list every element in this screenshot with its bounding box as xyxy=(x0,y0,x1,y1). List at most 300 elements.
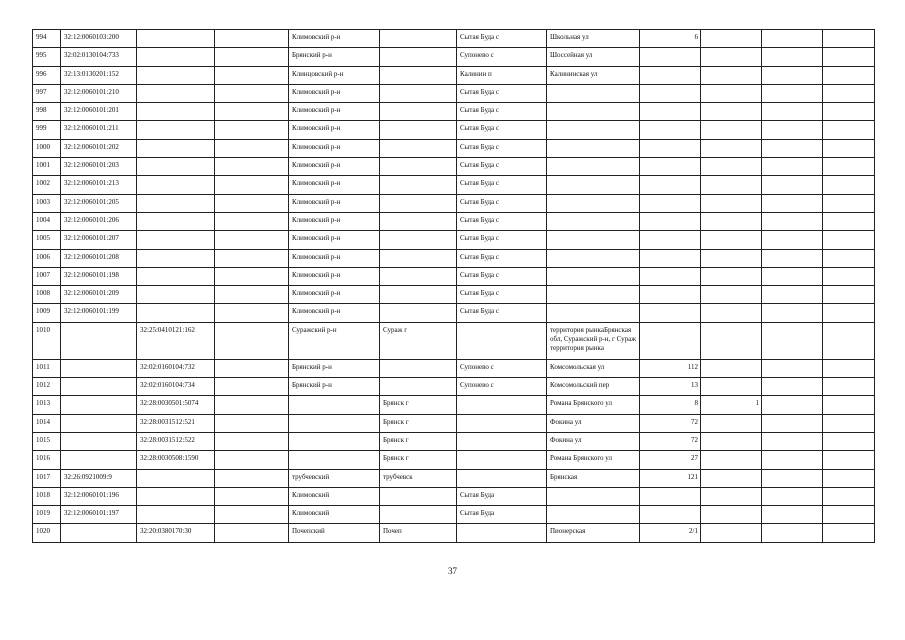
district-cell: Климовский р-н xyxy=(289,84,380,102)
empty-cell xyxy=(215,66,289,84)
street-cell xyxy=(547,487,640,505)
extra-cell xyxy=(762,469,823,487)
settlement-cell: Сытая Буда с xyxy=(457,194,547,212)
cadastral-number-alt-cell xyxy=(137,212,215,230)
extra-cell xyxy=(762,359,823,377)
house-number-cell: 72 xyxy=(640,414,701,432)
extra-cell xyxy=(762,66,823,84)
empty-cell xyxy=(215,396,289,414)
row-number-cell: 1000 xyxy=(33,139,61,157)
settlement-cell: Сытая Буда xyxy=(457,487,547,505)
street-cell xyxy=(547,506,640,524)
row-number-cell: 1016 xyxy=(33,451,61,469)
district-cell: Климовский xyxy=(289,506,380,524)
extra-cell xyxy=(823,286,875,304)
building-cell xyxy=(701,249,762,267)
house-number-cell xyxy=(640,286,701,304)
table-row xyxy=(33,414,875,432)
extra-cell xyxy=(762,139,823,157)
settlement-cell: Сытая Буда xyxy=(457,506,547,524)
city-cell xyxy=(380,506,457,524)
settlement-cell: Супонево с xyxy=(457,378,547,396)
settlement-cell: Сытая Буда с xyxy=(457,267,547,285)
extra-cell xyxy=(823,30,875,48)
row-number-cell: 1008 xyxy=(33,286,61,304)
extra-cell xyxy=(762,396,823,414)
settlement-cell: Сытая Буда с xyxy=(457,103,547,121)
extra-cell xyxy=(762,304,823,322)
cadastral-number-cell xyxy=(61,378,137,396)
extra-cell xyxy=(823,231,875,249)
empty-cell xyxy=(215,451,289,469)
house-number-cell: 2/1 xyxy=(640,524,701,542)
extra-cell xyxy=(762,487,823,505)
extra-cell xyxy=(762,249,823,267)
street-cell: Фокина ул xyxy=(547,432,640,450)
cadastral-number-cell: 32:12:0060101:203 xyxy=(61,158,137,176)
cadastral-number-alt-cell xyxy=(137,231,215,249)
table-row xyxy=(33,267,875,285)
city-cell: Брянск г xyxy=(380,432,457,450)
row-number-cell: 1013 xyxy=(33,396,61,414)
property-register-table xyxy=(32,29,875,543)
settlement-cell xyxy=(457,469,547,487)
city-cell xyxy=(380,231,457,249)
cadastral-number-cell: 32:12:0060101:197 xyxy=(61,506,137,524)
city-cell: Сураж г xyxy=(380,322,457,359)
empty-cell xyxy=(215,84,289,102)
city-cell xyxy=(380,66,457,84)
house-number-cell: 112 xyxy=(640,359,701,377)
settlement-cell xyxy=(457,451,547,469)
street-cell xyxy=(547,121,640,139)
cadastral-number-alt-cell xyxy=(137,304,215,322)
building-cell xyxy=(701,304,762,322)
cadastral-number-cell: 32:12:0060101:196 xyxy=(61,487,137,505)
city-cell xyxy=(380,212,457,230)
extra-cell xyxy=(762,322,823,359)
table-row xyxy=(33,396,875,414)
cadastral-number-cell: 32:12:0060101:213 xyxy=(61,176,137,194)
district-cell: Климовский р-н xyxy=(289,194,380,212)
cadastral-number-cell: 32:02:0130104:733 xyxy=(61,48,137,66)
extra-cell xyxy=(823,359,875,377)
extra-cell xyxy=(823,84,875,102)
city-cell xyxy=(380,194,457,212)
table-row xyxy=(33,487,875,505)
city-cell xyxy=(380,487,457,505)
row-number-cell: 1015 xyxy=(33,432,61,450)
street-cell xyxy=(547,158,640,176)
cadastral-number-alt-cell: 32:02:0160104:734 xyxy=(137,378,215,396)
row-number-cell: 1001 xyxy=(33,158,61,176)
row-number-cell: 995 xyxy=(33,48,61,66)
cadastral-number-alt-cell xyxy=(137,267,215,285)
table-row xyxy=(33,432,875,450)
row-number-cell: 1010 xyxy=(33,322,61,359)
district-cell: Почепский xyxy=(289,524,380,542)
cadastral-number-alt-cell: 32:28:0031512:521 xyxy=(137,414,215,432)
table-row xyxy=(33,506,875,524)
district-cell xyxy=(289,432,380,450)
street-cell xyxy=(547,286,640,304)
settlement-cell: Сытая Буда с xyxy=(457,304,547,322)
table-row xyxy=(33,103,875,121)
district-cell: Брянский р-н xyxy=(289,48,380,66)
row-number-cell: 1011 xyxy=(33,359,61,377)
building-cell xyxy=(701,66,762,84)
empty-cell xyxy=(215,286,289,304)
table-row xyxy=(33,212,875,230)
building-cell xyxy=(701,506,762,524)
street-cell: Пионерская xyxy=(547,524,640,542)
district-cell: Климовский р-н xyxy=(289,304,380,322)
table-row xyxy=(33,304,875,322)
cadastral-number-alt-cell: 32:28:0031512:522 xyxy=(137,432,215,450)
settlement-cell: Калинин п xyxy=(457,66,547,84)
extra-cell xyxy=(762,378,823,396)
extra-cell xyxy=(762,414,823,432)
street-cell xyxy=(547,194,640,212)
extra-cell xyxy=(762,158,823,176)
district-cell: Климовский р-н xyxy=(289,158,380,176)
cadastral-number-cell: 32:13:0130201:152 xyxy=(61,66,137,84)
row-number-cell: 1003 xyxy=(33,194,61,212)
row-number-cell: 1019 xyxy=(33,506,61,524)
building-cell xyxy=(701,267,762,285)
cadastral-number-cell: 32:26:0921009:9 xyxy=(61,469,137,487)
row-number-cell: 1012 xyxy=(33,378,61,396)
table-body xyxy=(33,30,875,543)
street-cell: Брянская xyxy=(547,469,640,487)
cadastral-number-cell: 32:12:0060101:208 xyxy=(61,249,137,267)
building-cell xyxy=(701,524,762,542)
row-number-cell: 1014 xyxy=(33,414,61,432)
building-cell xyxy=(701,48,762,66)
street-cell: Шоссейная ул xyxy=(547,48,640,66)
extra-cell xyxy=(823,267,875,285)
building-cell xyxy=(701,30,762,48)
district-cell: Климовский р-н xyxy=(289,176,380,194)
city-cell xyxy=(380,267,457,285)
city-cell xyxy=(380,378,457,396)
city-cell: Почеп xyxy=(380,524,457,542)
street-cell xyxy=(547,212,640,230)
district-cell: Климовский р-н xyxy=(289,212,380,230)
settlement-cell xyxy=(457,432,547,450)
building-cell xyxy=(701,378,762,396)
table-row xyxy=(33,48,875,66)
extra-cell xyxy=(762,48,823,66)
extra-cell xyxy=(762,451,823,469)
row-number-cell: 1020 xyxy=(33,524,61,542)
empty-cell xyxy=(215,48,289,66)
cadastral-number-cell: 32:12:0060101:211 xyxy=(61,121,137,139)
extra-cell xyxy=(762,524,823,542)
extra-cell xyxy=(823,378,875,396)
table-row xyxy=(33,231,875,249)
settlement-cell: Супонево с xyxy=(457,359,547,377)
empty-cell xyxy=(215,139,289,157)
empty-cell xyxy=(215,249,289,267)
house-number-cell xyxy=(640,158,701,176)
house-number-cell xyxy=(640,506,701,524)
cadastral-number-alt-cell xyxy=(137,249,215,267)
district-cell: Климовский р-н xyxy=(289,103,380,121)
settlement-cell xyxy=(457,396,547,414)
cadastral-number-alt-cell xyxy=(137,286,215,304)
extra-cell xyxy=(823,469,875,487)
district-cell xyxy=(289,414,380,432)
empty-cell xyxy=(215,231,289,249)
district-cell: Клинцовский р-н xyxy=(289,66,380,84)
settlement-cell: Сытая Буда с xyxy=(457,84,547,102)
extra-cell xyxy=(823,506,875,524)
house-number-cell: 72 xyxy=(640,432,701,450)
house-number-cell xyxy=(640,487,701,505)
empty-cell xyxy=(215,432,289,450)
empty-cell xyxy=(215,414,289,432)
cadastral-number-cell xyxy=(61,322,137,359)
empty-cell xyxy=(215,322,289,359)
district-cell: Климовский р-н xyxy=(289,139,380,157)
building-cell xyxy=(701,432,762,450)
city-cell xyxy=(380,158,457,176)
empty-cell xyxy=(215,103,289,121)
empty-cell xyxy=(215,267,289,285)
district-cell: трубчевский xyxy=(289,469,380,487)
row-number-cell: 1007 xyxy=(33,267,61,285)
district-cell: Брянский р-н xyxy=(289,378,380,396)
cadastral-number-alt-cell xyxy=(137,194,215,212)
extra-cell xyxy=(823,48,875,66)
building-cell xyxy=(701,158,762,176)
house-number-cell xyxy=(640,121,701,139)
building-cell xyxy=(701,139,762,157)
extra-cell xyxy=(823,66,875,84)
street-cell xyxy=(547,176,640,194)
cadastral-number-cell: 32:12:0060101:198 xyxy=(61,267,137,285)
cadastral-number-cell: 32:12:0060101:210 xyxy=(61,84,137,102)
city-cell xyxy=(380,139,457,157)
building-cell xyxy=(701,121,762,139)
empty-cell xyxy=(215,121,289,139)
city-cell: Брянск г xyxy=(380,451,457,469)
row-number-cell: 1017 xyxy=(33,469,61,487)
cadastral-number-cell xyxy=(61,524,137,542)
building-cell xyxy=(701,194,762,212)
street-cell: Комсомольская ул xyxy=(547,359,640,377)
settlement-cell: Сытая Буда с xyxy=(457,121,547,139)
table-row xyxy=(33,249,875,267)
district-cell: Климовский р-н xyxy=(289,286,380,304)
cadastral-number-alt-cell xyxy=(137,506,215,524)
table-row xyxy=(33,286,875,304)
page-number: 37 xyxy=(448,566,457,576)
district-cell xyxy=(289,451,380,469)
table-row xyxy=(33,176,875,194)
extra-cell xyxy=(762,30,823,48)
house-number-cell: 8 xyxy=(640,396,701,414)
empty-cell xyxy=(215,378,289,396)
street-cell: Романа Брянского ул xyxy=(547,451,640,469)
house-number-cell xyxy=(640,84,701,102)
house-number-cell: 6 xyxy=(640,30,701,48)
extra-cell xyxy=(762,267,823,285)
extra-cell xyxy=(823,414,875,432)
cadastral-number-cell xyxy=(61,359,137,377)
city-cell xyxy=(380,48,457,66)
settlement-cell: Сытая Буда с xyxy=(457,176,547,194)
extra-cell xyxy=(823,432,875,450)
extra-cell xyxy=(823,103,875,121)
extra-cell xyxy=(823,487,875,505)
settlement-cell: Сытая Буда с xyxy=(457,231,547,249)
street-cell: Калининская ул xyxy=(547,66,640,84)
extra-cell xyxy=(823,304,875,322)
row-number-cell: 1006 xyxy=(33,249,61,267)
extra-cell xyxy=(762,212,823,230)
building-cell xyxy=(701,359,762,377)
cadastral-number-alt-cell xyxy=(137,30,215,48)
extra-cell xyxy=(762,506,823,524)
house-number-cell xyxy=(640,66,701,84)
house-number-cell xyxy=(640,194,701,212)
empty-cell xyxy=(215,304,289,322)
city-cell xyxy=(380,359,457,377)
cadastral-number-alt-cell xyxy=(137,469,215,487)
cadastral-number-alt-cell xyxy=(137,121,215,139)
extra-cell xyxy=(823,524,875,542)
extra-cell xyxy=(762,194,823,212)
house-number-cell: 13 xyxy=(640,378,701,396)
row-number-cell: 1009 xyxy=(33,304,61,322)
extra-cell xyxy=(762,84,823,102)
cadastral-number-cell: 32:12:0060101:201 xyxy=(61,103,137,121)
city-cell xyxy=(380,304,457,322)
extra-cell xyxy=(762,176,823,194)
table-row xyxy=(33,84,875,102)
house-number-cell xyxy=(640,322,701,359)
house-number-cell xyxy=(640,249,701,267)
settlement-cell xyxy=(457,414,547,432)
city-cell xyxy=(380,286,457,304)
street-cell xyxy=(547,231,640,249)
cadastral-number-alt-cell xyxy=(137,103,215,121)
extra-cell xyxy=(762,103,823,121)
extra-cell xyxy=(823,121,875,139)
building-cell xyxy=(701,103,762,121)
district-cell: Климовский р-н xyxy=(289,267,380,285)
building-cell xyxy=(701,286,762,304)
street-cell xyxy=(547,139,640,157)
city-cell xyxy=(380,121,457,139)
cadastral-number-cell: 32:12:0060101:205 xyxy=(61,194,137,212)
settlement-cell: Супонево с xyxy=(457,48,547,66)
settlement-cell xyxy=(457,322,547,359)
extra-cell xyxy=(762,286,823,304)
city-cell xyxy=(380,84,457,102)
district-cell: Брянский р-н xyxy=(289,359,380,377)
street-cell xyxy=(547,267,640,285)
table-row xyxy=(33,30,875,48)
table-row xyxy=(33,322,875,359)
table-row xyxy=(33,524,875,542)
row-number-cell: 999 xyxy=(33,121,61,139)
cadastral-number-cell: 32:12:0060101:206 xyxy=(61,212,137,230)
cadastral-number-cell: 32:12:0060101:209 xyxy=(61,286,137,304)
building-cell xyxy=(701,469,762,487)
city-cell xyxy=(380,249,457,267)
settlement-cell: Сытая Буда с xyxy=(457,249,547,267)
building-cell xyxy=(701,231,762,249)
settlement-cell: Сытая Буда с xyxy=(457,212,547,230)
empty-cell xyxy=(215,524,289,542)
house-number-cell xyxy=(640,139,701,157)
cadastral-number-cell xyxy=(61,432,137,450)
extra-cell xyxy=(823,396,875,414)
row-number-cell: 1005 xyxy=(33,231,61,249)
district-cell: Климовский р-н xyxy=(289,231,380,249)
empty-cell xyxy=(215,30,289,48)
cadastral-number-alt-cell: 32:02:0160104:732 xyxy=(137,359,215,377)
table-row xyxy=(33,359,875,377)
empty-cell xyxy=(215,176,289,194)
street-cell: Фокина ул xyxy=(547,414,640,432)
cadastral-number-alt-cell: 32:28:0030501:5074 xyxy=(137,396,215,414)
cadastral-number-cell: 32:12:0060101:199 xyxy=(61,304,137,322)
building-cell xyxy=(701,451,762,469)
table-row xyxy=(33,451,875,469)
cadastral-number-alt-cell: 32:25:0410121:162 xyxy=(137,322,215,359)
city-cell: Брянск г xyxy=(380,414,457,432)
settlement-cell: Сытая Буда с xyxy=(457,139,547,157)
district-cell: Суражский р-н xyxy=(289,322,380,359)
district-cell: Климовский xyxy=(289,487,380,505)
building-cell xyxy=(701,176,762,194)
house-number-cell xyxy=(640,48,701,66)
row-number-cell: 1018 xyxy=(33,487,61,505)
street-cell: Комсомольский пер xyxy=(547,378,640,396)
cadastral-number-alt-cell xyxy=(137,66,215,84)
cadastral-number-alt-cell xyxy=(137,158,215,176)
street-cell: Романа Брянского ул xyxy=(547,396,640,414)
settlement-cell: Сытая Буда с xyxy=(457,30,547,48)
house-number-cell: 121 xyxy=(640,469,701,487)
table-row xyxy=(33,378,875,396)
street-cell xyxy=(547,84,640,102)
extra-cell xyxy=(823,139,875,157)
house-number-cell xyxy=(640,176,701,194)
cadastral-number-alt-cell xyxy=(137,84,215,102)
cadastral-number-alt-cell xyxy=(137,48,215,66)
street-cell: Школьная ул xyxy=(547,30,640,48)
extra-cell xyxy=(823,158,875,176)
building-cell xyxy=(701,322,762,359)
table-row xyxy=(33,121,875,139)
extra-cell xyxy=(823,176,875,194)
row-number-cell: 994 xyxy=(33,30,61,48)
street-cell xyxy=(547,103,640,121)
settlement-cell: Сытая Буда с xyxy=(457,286,547,304)
extra-cell xyxy=(823,194,875,212)
extra-cell xyxy=(823,322,875,359)
table-row xyxy=(33,139,875,157)
table-row xyxy=(33,469,875,487)
table-row xyxy=(33,194,875,212)
building-cell xyxy=(701,414,762,432)
cadastral-number-cell xyxy=(61,451,137,469)
